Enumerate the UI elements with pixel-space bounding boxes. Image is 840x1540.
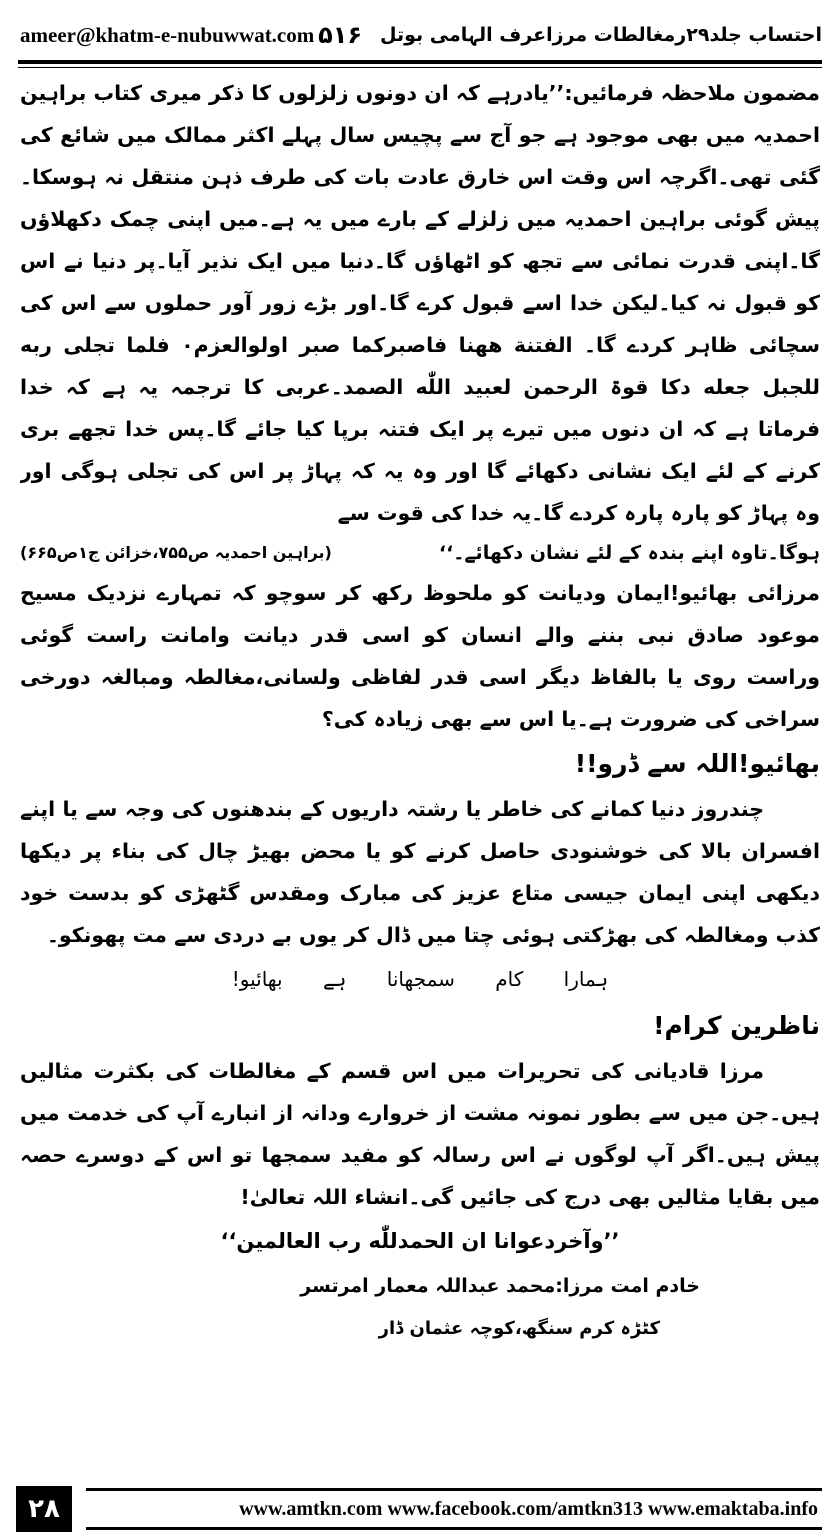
footer-links: www.amtkn.com www.facebook.com/amtkn313 www.emaktaba.info bbox=[86, 1488, 822, 1530]
page-body bbox=[20, 72, 820, 1472]
header-rule-thin bbox=[18, 67, 822, 68]
citation: (براہین احمدیہ ص۷۵۵،خزائن ج۱ص۶۶۵) bbox=[20, 543, 332, 562]
page-header bbox=[20, 14, 822, 56]
closing-prayer: ’’وآخردعوانا ان الحمدللّٰه رب العالمین‘‘ bbox=[220, 1229, 620, 1253]
mirzai-paragraph: مرزائی بھائیو!ایمان ودیانت کو ملحوظ رکھ کر سوچو کہ تمہارے نزدیک مسیح موعود صادق نبی بننے والے انسان کو اسی قدر دیانت وامانت راست گوئی وراست روی یا بالفاظ دیگر اسی قدر لفاظی ولسانی،مغالطہ ومبالغہ دورخی سراخی کی ضرورت ہے۔یا اس سے بھی زیادہ کی؟ bbox=[20, 581, 820, 731]
signature-line-1: خادم امت مرزا:محمد عبداللہ معمار امرتسر bbox=[300, 1275, 700, 1297]
signature-line-2: کٹڑہ کرم سنگھ،کوچہ عثمان ڈار bbox=[378, 1318, 660, 1339]
header-email: ameer@khatm-e-nubuwwat.com bbox=[20, 22, 315, 47]
quote-end-text: ہوگا۔تاوہ اپنے بندہ کے لئے نشان دکھائے۔‘‘ bbox=[438, 542, 820, 564]
book-title: احتساب جلد۲۹رمغالطات مرزاعرف الہامی بوتل bbox=[380, 24, 822, 46]
quote-paragraph: مضمون ملاحظہ فرمائیں:’’یادرہے کہ ان دونوں زلزلوں کا ذکر میری کتاب براہین احمدیہ میں بھی موجود ہے جو آج سے پچیس سال پہلے اکثر ممالک میں شائع کی گئی تھی۔اگرچہ اس وقت اس خارق عادت بات کی طرف ذہن منتقل نہ ہوسکا۔پیش گوئی براہین احمدیہ میں زلزلے کے بارے میں یہ ہے۔میں اپنی چمک دکھلاؤں گا۔اپنی قدرت نمائی سے تجھ کو اٹھاؤں گا۔دنیا میں ایک نذیر آیا۔پر دنیا نے اس کو قبول نہ کیا۔لیکن خدا اسے قبول کرے گا۔اور بڑے زور آور حملوں سے اس کی سچائی ظاہر کردے گا۔ الفتنة ھھنا فاصبرکما صبر اولوالعزم۰ فلما تجلی ربه للجبل جعله دکا قوۃ الرحمن لعبید اللّٰه الصمد۔عربی کا ترجمہ یہ ہے کہ خدا فرماتا ہے کہ ان دنوں میں تیرے پر ایک فتنہ برپا کیا جائے گا۔پس خدا تجھے بری کرنے کے لئے ایک نشانی دکھائے گا اور وہ یہ کہ پہاڑ پر اس کی تجلی ہوگی اور وہ پہاڑ کو پارہ پارہ کردے گا۔یہ خدا کی قوت سے bbox=[20, 81, 820, 525]
header-title-group bbox=[318, 21, 822, 49]
heading-fear-allah: بھائیو!اللہ سے ڈرو!! bbox=[574, 749, 820, 778]
quote-end-row bbox=[20, 534, 820, 572]
heading-readers: ناظرین کرام! bbox=[653, 1011, 820, 1040]
page-footer bbox=[16, 1486, 822, 1532]
slogan-line: ہمارا کام سمجھانا ہے بھائیو! bbox=[231, 967, 609, 991]
readers-paragraph: مرزا قادیانی کی تحریرات میں اس قسم کے مغالطات کی بکثرت مثالیں ہیں۔جن میں سے بطور نمونہ مشت از خروارے ودانہ از انبارے آپ کی خدمت میں پیش ہیں۔اگر آپ لوگوں نے اس رسالہ کو مفید سمجھا تو اس کے دوسرے حصہ میں بقایا مثالیں بھی درج کی جائیں گی۔انشاء اللہ تعالیٰ! bbox=[20, 1059, 820, 1209]
footer-page-badge: ۲۸ bbox=[16, 1486, 72, 1532]
fear-paragraph: چندروز دنیا کمانے کی خاطر یا رشتہ داریوں کے بندھنوں کی وجہ سے یا اپنے افسران بالا کی خوشنودی حاصل کرنے کو یا محض بھیڑ چال کی بناء پر دیکھا دیکھی اپنی ایمان جیسی متاع عزیز کی مبارک ومقدس گٹھڑی کو بدست خود کذب ومغالطہ کی بھڑکتی ہوئی چتا میں ڈال کر یوں بے دردی سے مت پھونکو۔ bbox=[20, 797, 820, 947]
header-rule-thick bbox=[18, 60, 822, 64]
page-number: ۵۱۶ bbox=[318, 21, 363, 49]
